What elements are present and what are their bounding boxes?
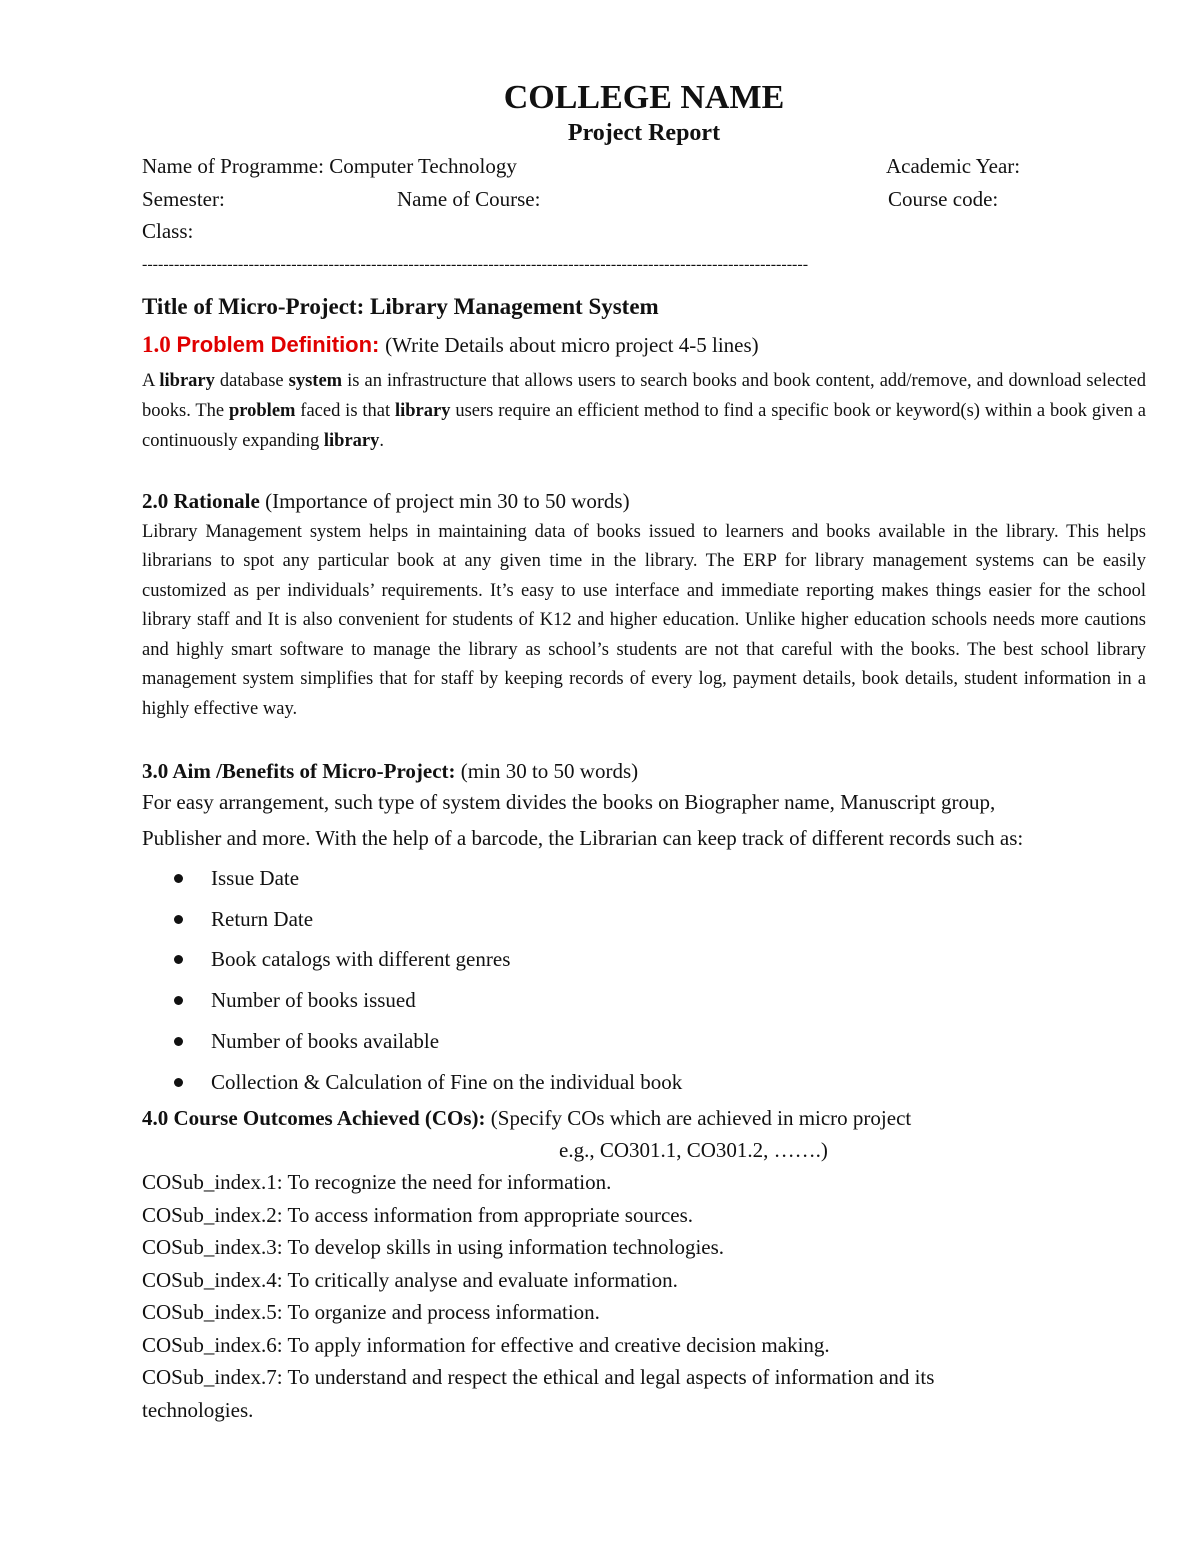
outcome-item: COSub_index.1: To recognize the need for information. [142, 1170, 612, 1195]
list-item: Number of books issued [170, 980, 1146, 1021]
dashed-separator: ----------------------------------------------------------------------------------------------------------------------------- [142, 255, 809, 273]
aim-line-2: Publisher and more. With the help of a barcode, the Librarian can keep track of different records such as: [142, 826, 1024, 850]
problem-number: 1.0 [142, 331, 171, 357]
problem-heading [142, 330, 1146, 360]
list-item: Number of books available [170, 1021, 1146, 1062]
document-page [142, 78, 1146, 1426]
bullet-icon [174, 955, 183, 964]
rationale-heading-label: 2.0 Rationale [142, 488, 260, 513]
outcomes-example: e.g., CO301.1, CO301.2, …….) [559, 1138, 828, 1163]
bullet-icon [174, 874, 183, 883]
problem-paragraph: A library database system is an infrastructure that allows users to search books and book content, add/remove, and download selected books. The problem faced is that library users require an efficient method to find a specific book or keyword(s) within a book given a continuously expanding library. [142, 370, 1147, 451]
outcomes-heading [142, 1102, 1146, 1134]
records-list [142, 858, 1146, 1102]
micro-project-title: Title of Micro-Project: Library Management System [142, 293, 659, 319]
meta-row-class [142, 215, 1146, 248]
outcomes-heading-label: 4.0 Course Outcomes Achieved (COs): [142, 1106, 486, 1131]
meta-row-semester [142, 183, 1146, 216]
rationale-note: (Importance of project min 30 to 50 words) [265, 488, 630, 513]
outcome-item: COSub_index.7: To understand and respect the ethical and legal aspects of information and its technologies. [142, 1365, 935, 1422]
aim-heading-label: 3.0 Aim /Benefits of Micro-Project: [142, 759, 456, 783]
class-field: Class: [142, 219, 194, 243]
report-type: Project Report [567, 120, 721, 146]
outcome-item: COSub_index.2: To access information from appropriate sources. [142, 1202, 694, 1227]
outcome-item: COSub_index.6: To apply information for effective and creative decision making. [142, 1332, 830, 1357]
aim-note: (min 30 to 50 words) [460, 759, 639, 783]
outcomes-note: (Specify COs which are achieved in micro project [490, 1106, 912, 1131]
outcome-item: COSub_index.4: To critically analyse and evaluate information. [142, 1267, 678, 1292]
bullet-icon [174, 1037, 183, 1046]
programme-field: Name of Programme: Computer Technology [142, 154, 517, 178]
rationale-paragraph: Library Management system helps in maintaining data of books issued to learners and books available in the library. This helps librarians to spot any particular book at any given time in the library. The ERP for library management systems can be easily customized as per individuals’ requirements. It’s easy to use interface and immediate reporting makes things easier for the school library staff and It is also convenient for students of K12 and higher education. Unlike higher education schools needs more cautions and highly smart software to manage the library as school’s students are not that careful with the books. The best school library management system simplifies that for staff by keeping records of every log, payment details, book details, student information in a highly effective way. [142, 521, 1146, 719]
bullet-icon [174, 1078, 183, 1087]
college-name: COLLEGE NAME [503, 79, 785, 116]
problem-label: Problem Definition: [176, 331, 380, 357]
outcome-item: COSub_index.5: To organize and process information. [142, 1300, 600, 1325]
bullet-icon [174, 996, 183, 1005]
list-item: Return Date [170, 899, 1146, 940]
list-item: Collection & Calculation of Fine on the individual book [170, 1062, 1146, 1103]
list-item: Issue Date [170, 858, 1146, 899]
problem-note: (Write Details about micro project 4-5 lines) [385, 332, 759, 357]
meta-row-programme [142, 150, 1146, 183]
bullet-icon [174, 915, 183, 924]
rationale-heading [142, 486, 1146, 516]
semester-field: Semester: [142, 186, 225, 211]
aim-heading [142, 756, 1146, 786]
outcome-item: COSub_index.3: To develop skills in using information technologies. [142, 1235, 725, 1260]
course-name-field: Name of Course: [397, 186, 541, 211]
aim-line-1: For easy arrangement, such type of system divides the books on Biographer name, Manuscript group, [142, 790, 996, 814]
academic-year-field: Academic Year: [886, 154, 1021, 178]
course-code-field: Course code: [888, 186, 999, 211]
list-item: Book catalogs with different genres [170, 939, 1146, 980]
